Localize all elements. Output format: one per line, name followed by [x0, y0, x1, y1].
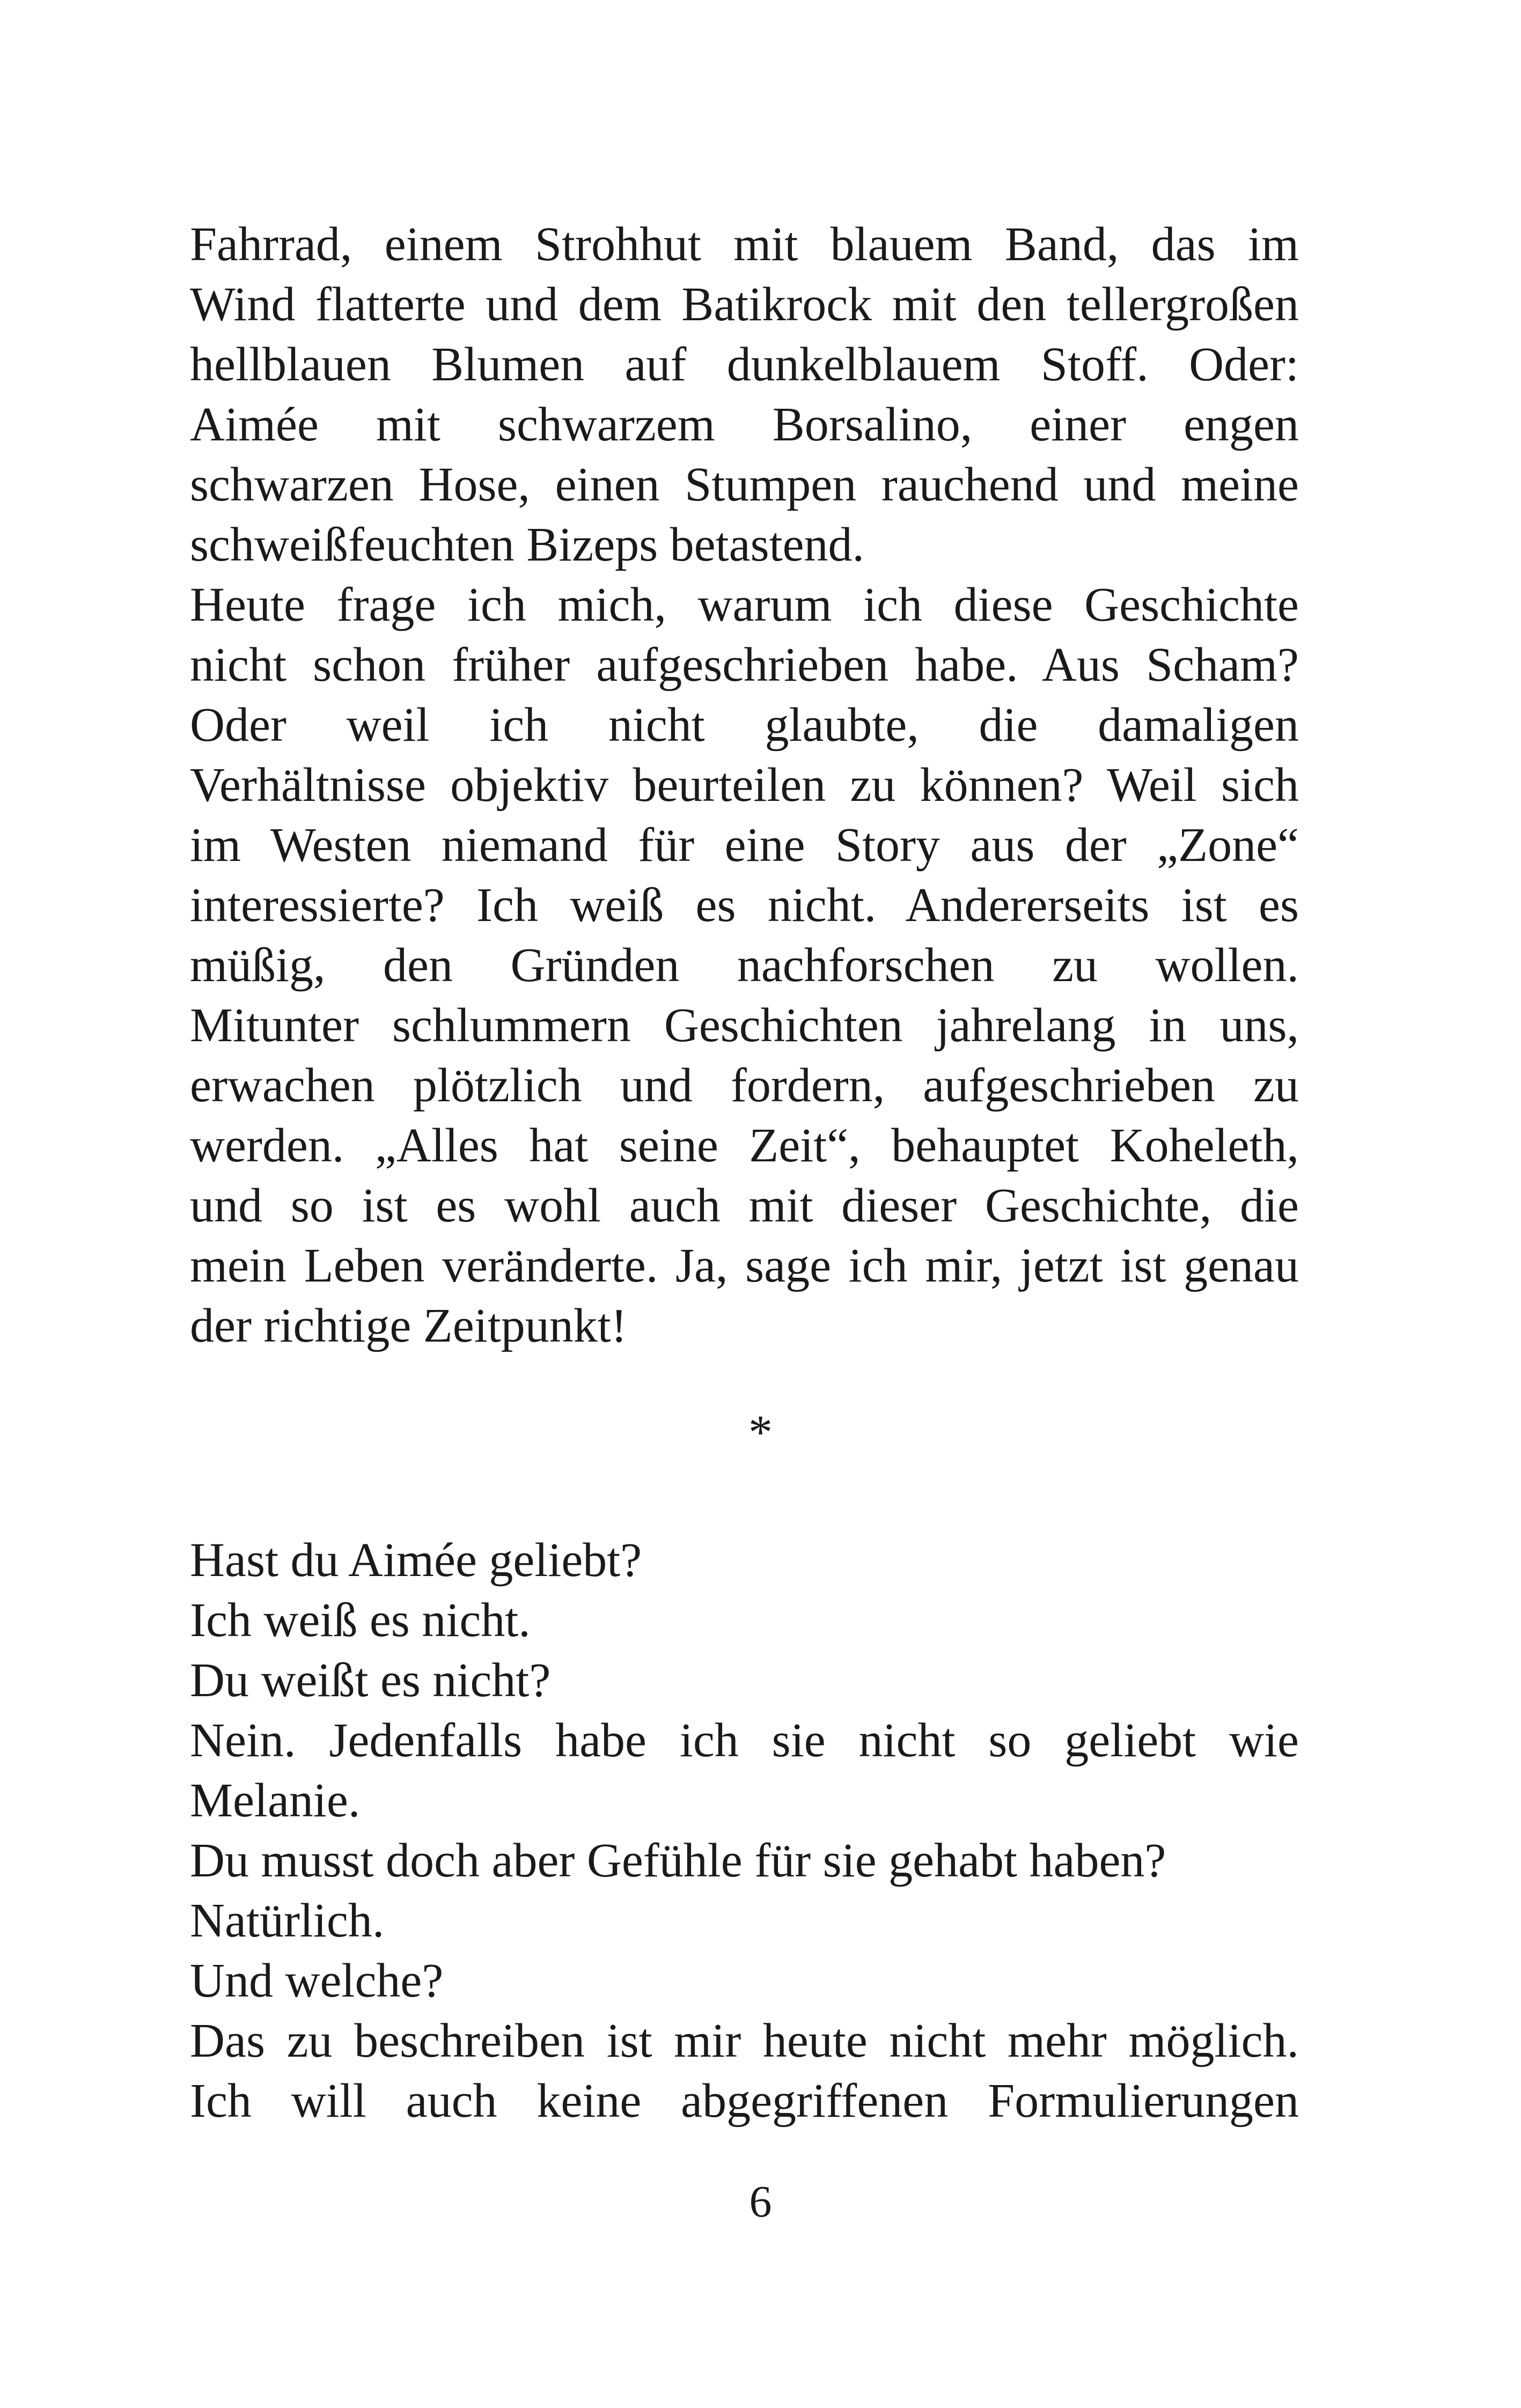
text-line: und so ist es wohl auch mit dieser Geschichte, die: [190, 1179, 1299, 1232]
dialogue-section: [190, 1530, 1299, 2131]
text-line: Oder weil ich nicht glaubte, die damaligen: [190, 698, 1299, 752]
text-line: werden. „Alles hat seine Zeit“, behauptet Koheleth,: [190, 1119, 1299, 1172]
page-number: 6: [749, 2177, 772, 2227]
dialogue-line: Natürlich.: [190, 1894, 385, 1947]
paragraph-1: [190, 215, 1299, 575]
dialogue-line: Nein. Jedenfalls habe ich sie nicht so geliebt wie: [190, 1714, 1299, 1767]
dialogue-line: Ich weiß es nicht.: [190, 1594, 531, 1647]
text-line: erwachen plötzlich und fordern, aufgeschrieben zu: [190, 1059, 1299, 1112]
text-line: mein Leben veränderte. Ja, sage ich mir, jetzt ist genau: [190, 1239, 1299, 1292]
text-line: Heute frage ich mich, warum ich diese Geschichte: [190, 578, 1299, 631]
text-line: nicht schon früher aufgeschrieben habe. Aus Scham?: [190, 638, 1299, 691]
dialogue-line: Ich will auch keine abgegriffenen Formulierungen: [190, 2074, 1299, 2127]
text-line: interessierte? Ich weiß es nicht. Andererseits ist es: [190, 879, 1299, 932]
dialogue-line: Hast du Aimée geliebt?: [190, 1534, 642, 1587]
dialogue-line: Das zu beschreiben ist mir heute nicht mehr möglich.: [190, 2014, 1299, 2067]
text-line: schweißfeuchten Bizeps betastend.: [190, 518, 865, 571]
body-text-top: [190, 215, 1299, 1356]
text-line: Aimée mit schwarzem Borsalino, einer engen: [190, 398, 1299, 451]
text-line: schwarzen Hose, einen Stumpen rauchend und meine: [190, 458, 1299, 511]
text-line: müßig, den Gründen nachforschen zu wollen.: [190, 939, 1299, 992]
dialogue-line: Du weißt es nicht?: [190, 1654, 551, 1707]
dialogue-line: Du musst doch aber Gefühle für sie gehabt haben?: [190, 1834, 1166, 1887]
dialogue-line: Melanie.: [190, 1774, 361, 1827]
text-line: hellblauen Blumen auf dunkelblauem Stoff. Oder:: [190, 338, 1299, 391]
dialogue-line: Und welche?: [190, 1954, 444, 2007]
text-line: im Westen niemand für eine Story aus der „Zone“: [190, 819, 1299, 872]
paragraph-2: [190, 575, 1299, 1356]
text-line: der richtige Zeitpunkt!: [190, 1299, 627, 1352]
text-line: Fahrrad, einem Strohhut mit blauem Band, das im: [190, 218, 1299, 271]
text-line: Mitunter schlummern Geschichten jahrelang in uns,: [190, 999, 1299, 1052]
text-line: Wind flatterte und dem Batikrock mit den tellergroßen: [190, 278, 1299, 331]
text-line: Verhältnisse objektiv beurteilen zu können? Weil sich: [190, 759, 1299, 812]
section-separator: *: [748, 1406, 773, 1459]
